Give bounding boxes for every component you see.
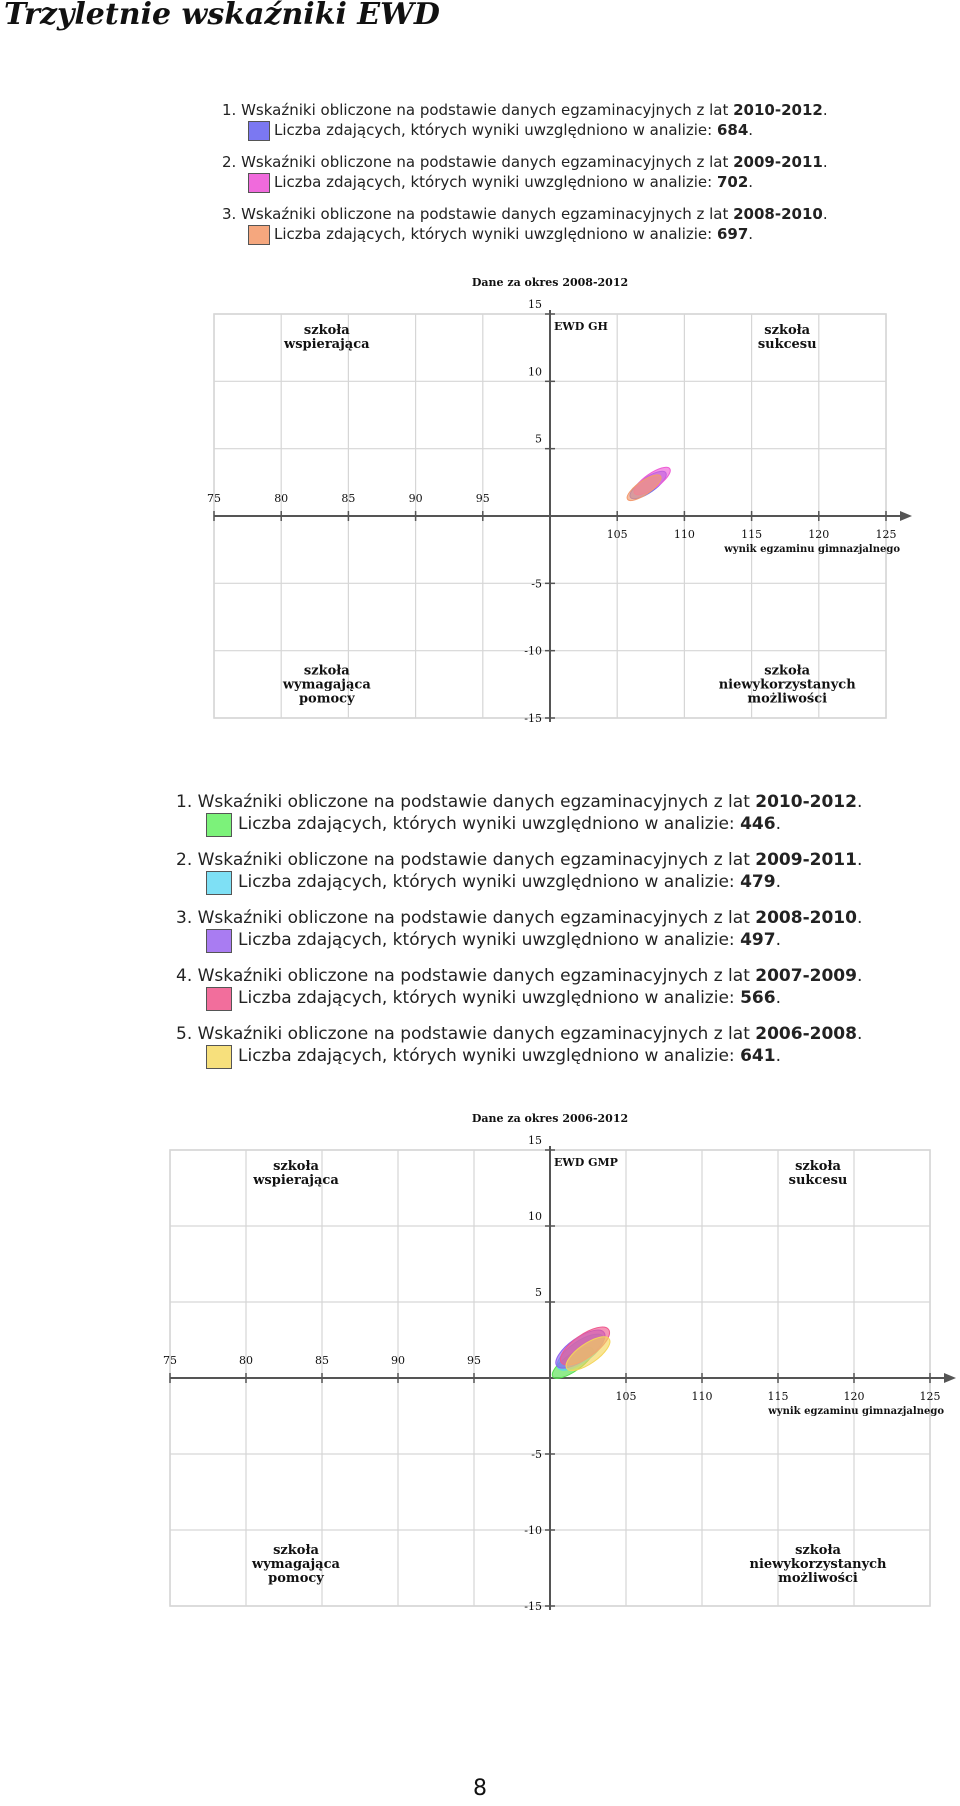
x-axis-arrow bbox=[900, 511, 912, 521]
legend-count: 641 bbox=[740, 1046, 776, 1066]
legend-count: 479 bbox=[740, 872, 776, 892]
y-tick-label: -5 bbox=[531, 1448, 542, 1461]
legend-entry: 2. Wskaźniki obliczone na podstawie danych egzaminacyjnych z lat 2009-2011. Liczba zdających, których wyniki uwzględniono w analizie: 702. bbox=[222, 153, 828, 191]
legend-years: 2009-2011 bbox=[733, 153, 823, 171]
color-swatch bbox=[206, 929, 232, 953]
x-axis-label: wynik egzaminu gimnazjalnego bbox=[724, 544, 900, 555]
legend-years: 2007-2009 bbox=[755, 966, 857, 986]
legend-description: 5. Wskaźniki obliczone na podstawie danych egzaminacyjnych z lat bbox=[176, 1024, 756, 1044]
color-swatch bbox=[206, 1045, 232, 1069]
quadrant-bottom-right-label: szkoła niewykorzystanych możliwości bbox=[718, 663, 856, 707]
legend-years: 2010-2012 bbox=[755, 792, 857, 812]
legend-entry: 1. Wskaźniki obliczone na podstawie danych egzaminacyjnych z lat 2010-2012. Liczba zdających, których wyniki uwzględniono w analizie: 684. bbox=[222, 101, 828, 139]
y-tick-label: 5 bbox=[535, 1286, 542, 1299]
x-tick-label: 125 bbox=[919, 1390, 941, 1403]
chart-title: Dane za okres 2008-2012 bbox=[471, 276, 629, 289]
legend-count-label: Liczba zdających, których wyniki uwzględniono w analizie: bbox=[238, 988, 741, 1008]
x-tick-label: 90 bbox=[391, 1354, 405, 1367]
y-axis-label: EWD GH bbox=[554, 320, 608, 333]
y-tick-label: -10 bbox=[524, 1524, 542, 1537]
color-swatch bbox=[248, 225, 270, 245]
quadrant-bottom-left-label: szkoła wymagająca pomocy bbox=[282, 663, 371, 707]
legend-count: 697 bbox=[716, 225, 749, 243]
legend-description: 1. Wskaźniki obliczone na podstawie danych egzaminacyjnych z lat bbox=[176, 792, 756, 812]
x-tick-label: 110 bbox=[691, 1390, 713, 1403]
y-tick-label: -5 bbox=[531, 577, 542, 591]
legend-count: 702 bbox=[716, 173, 749, 191]
x-tick-label: 75 bbox=[207, 492, 221, 505]
x-tick-label: 120 bbox=[808, 528, 830, 541]
page-number: 8 bbox=[473, 1776, 487, 1801]
legend-entry: 3. Wskaźniki obliczone na podstawie danych egzaminacyjnych z lat 2008-2010. Liczba zdających, których wyniki uwzględniono w analizie: 697. bbox=[222, 205, 828, 243]
legend-years: 2010-2012 bbox=[733, 101, 823, 119]
x-tick-label: 80 bbox=[274, 492, 289, 505]
chart-title: Dane za okres 2006-2012 bbox=[471, 1112, 629, 1125]
legend-description: 1. Wskaźniki obliczone na podstawie danych egzaminacyjnych z lat bbox=[222, 101, 734, 119]
legend-description: 2. Wskaźniki obliczone na podstawie danych egzaminacyjnych z lat bbox=[222, 153, 734, 171]
color-swatch bbox=[206, 813, 232, 837]
y-tick-label: -15 bbox=[524, 712, 542, 725]
legend-entry: 4. Wskaźniki obliczone na podstawie danych egzaminacyjnych z lat 2007-2009. Liczba zdających, których wyniki uwzględniono w analizie: 566. bbox=[176, 965, 862, 1023]
x-tick-label: 115 bbox=[767, 1390, 789, 1403]
legend-description: 3. Wskaźniki obliczone na podstawie danych egzaminacyjnych z lat bbox=[222, 205, 734, 223]
y-tick-label: 5 bbox=[535, 432, 542, 446]
legend-description: 4. Wskaźniki obliczone na podstawie danych egzaminacyjnych z lat bbox=[176, 966, 756, 986]
quadrant-top-right-label: szkoła sukcesu bbox=[757, 323, 817, 352]
legend-count-label: Liczba zdających, których wyniki uwzględniono w analizie: bbox=[238, 872, 741, 892]
color-swatch bbox=[206, 987, 232, 1011]
quadrant-top-right-label: szkoła sukcesu bbox=[788, 1159, 848, 1188]
x-tick-label: 80 bbox=[239, 1354, 253, 1367]
y-tick-label: 15 bbox=[528, 298, 542, 311]
legend-count-label: Liczba zdających, których wyniki uwzględniono w analizie: bbox=[238, 814, 741, 834]
y-tick-label: 15 bbox=[528, 1134, 542, 1147]
y-tick-label: 10 bbox=[528, 1210, 542, 1223]
legend-count: 684 bbox=[716, 121, 749, 139]
legend-count-label: Liczba zdających, których wyniki uwzględniono w analizie: bbox=[274, 173, 717, 191]
y-tick-label: -10 bbox=[524, 644, 542, 658]
legend-count: 566 bbox=[740, 988, 776, 1008]
legend-description: 3. Wskaźniki obliczone na podstawie danych egzaminacyjnych z lat bbox=[176, 908, 756, 928]
quadrant-top-left-label: szkoła wspierająca bbox=[253, 1159, 339, 1188]
quadrant-top-left-label: szkoła wspierająca bbox=[284, 323, 370, 352]
legend-count: 497 bbox=[740, 930, 776, 950]
legend-ewd-gh bbox=[222, 100, 828, 256]
quadrant-bottom-right-label: szkoła niewykorzystanych możliwości bbox=[749, 1543, 887, 1586]
x-tick-label: 125 bbox=[875, 528, 897, 541]
y-tick-label: 10 bbox=[528, 365, 542, 379]
legend-count: 446 bbox=[740, 814, 776, 834]
ewd-gh-chart bbox=[200, 270, 920, 740]
x-tick-label: 105 bbox=[615, 1390, 637, 1403]
x-tick-label: 85 bbox=[315, 1354, 329, 1367]
legend-count-label: Liczba zdających, których wyniki uwzględniono w analizie: bbox=[238, 1046, 741, 1066]
color-swatch bbox=[248, 121, 270, 141]
legend-entry: 3. Wskaźniki obliczone na podstawie danych egzaminacyjnych z lat 2008-2010. Liczba zdających, których wyniki uwzględniono w analizie: 497. bbox=[176, 907, 862, 965]
x-tick-label: 110 bbox=[673, 528, 695, 541]
legend-count-label: Liczba zdających, których wyniki uwzględniono w analizie: bbox=[274, 225, 717, 243]
legend-ewd-gmp bbox=[176, 791, 862, 1081]
x-axis-label: wynik egzaminu gimnazjalnego bbox=[768, 1406, 944, 1417]
x-tick-label: 115 bbox=[741, 528, 763, 541]
x-tick-label: 90 bbox=[408, 492, 423, 505]
legend-count-label: Liczba zdających, których wyniki uwzględniono w analizie: bbox=[274, 121, 717, 139]
y-axis-label: EWD GMP bbox=[554, 1156, 618, 1169]
quadrant-bottom-left-label: szkoła wymagająca pomocy bbox=[252, 1543, 340, 1586]
legend-entry: 5. Wskaźniki obliczone na podstawie danych egzaminacyjnych z lat 2006-2008. Liczba zdających, których wyniki uwzględniono w analizie: 641. bbox=[176, 1023, 862, 1081]
ewd-gmp-chart bbox=[154, 1100, 954, 1620]
x-tick-label: 120 bbox=[843, 1390, 865, 1403]
legend-years: 2008-2010 bbox=[733, 205, 823, 223]
y-tick-label: -15 bbox=[524, 1600, 542, 1613]
x-tick-label: 75 bbox=[163, 1354, 177, 1367]
x-tick-label: 95 bbox=[467, 1354, 481, 1367]
x-axis-arrow bbox=[944, 1373, 956, 1383]
legend-years: 2006-2008 bbox=[755, 1024, 857, 1044]
legend-years: 2008-2010 bbox=[755, 908, 857, 928]
page-title: Trzyletnie wskaźniki EWD bbox=[4, 0, 440, 32]
x-tick-label: 85 bbox=[341, 492, 356, 505]
legend-years: 2009-2011 bbox=[755, 850, 857, 870]
color-swatch bbox=[248, 173, 270, 193]
color-swatch bbox=[206, 871, 232, 895]
legend-count-label: Liczba zdających, których wyniki uwzględniono w analizie: bbox=[238, 930, 741, 950]
x-tick-label: 105 bbox=[606, 528, 628, 541]
legend-description: 2. Wskaźniki obliczone na podstawie danych egzaminacyjnych z lat bbox=[176, 850, 756, 870]
x-tick-label: 95 bbox=[475, 492, 490, 505]
legend-entry: 1. Wskaźniki obliczone na podstawie danych egzaminacyjnych z lat 2010-2012. Liczba zdających, których wyniki uwzględniono w analizie: 446. bbox=[176, 791, 862, 849]
legend-entry: 2. Wskaźniki obliczone na podstawie danych egzaminacyjnych z lat 2009-2011. Liczba zdających, których wyniki uwzględniono w analizie: 479. bbox=[176, 849, 862, 907]
